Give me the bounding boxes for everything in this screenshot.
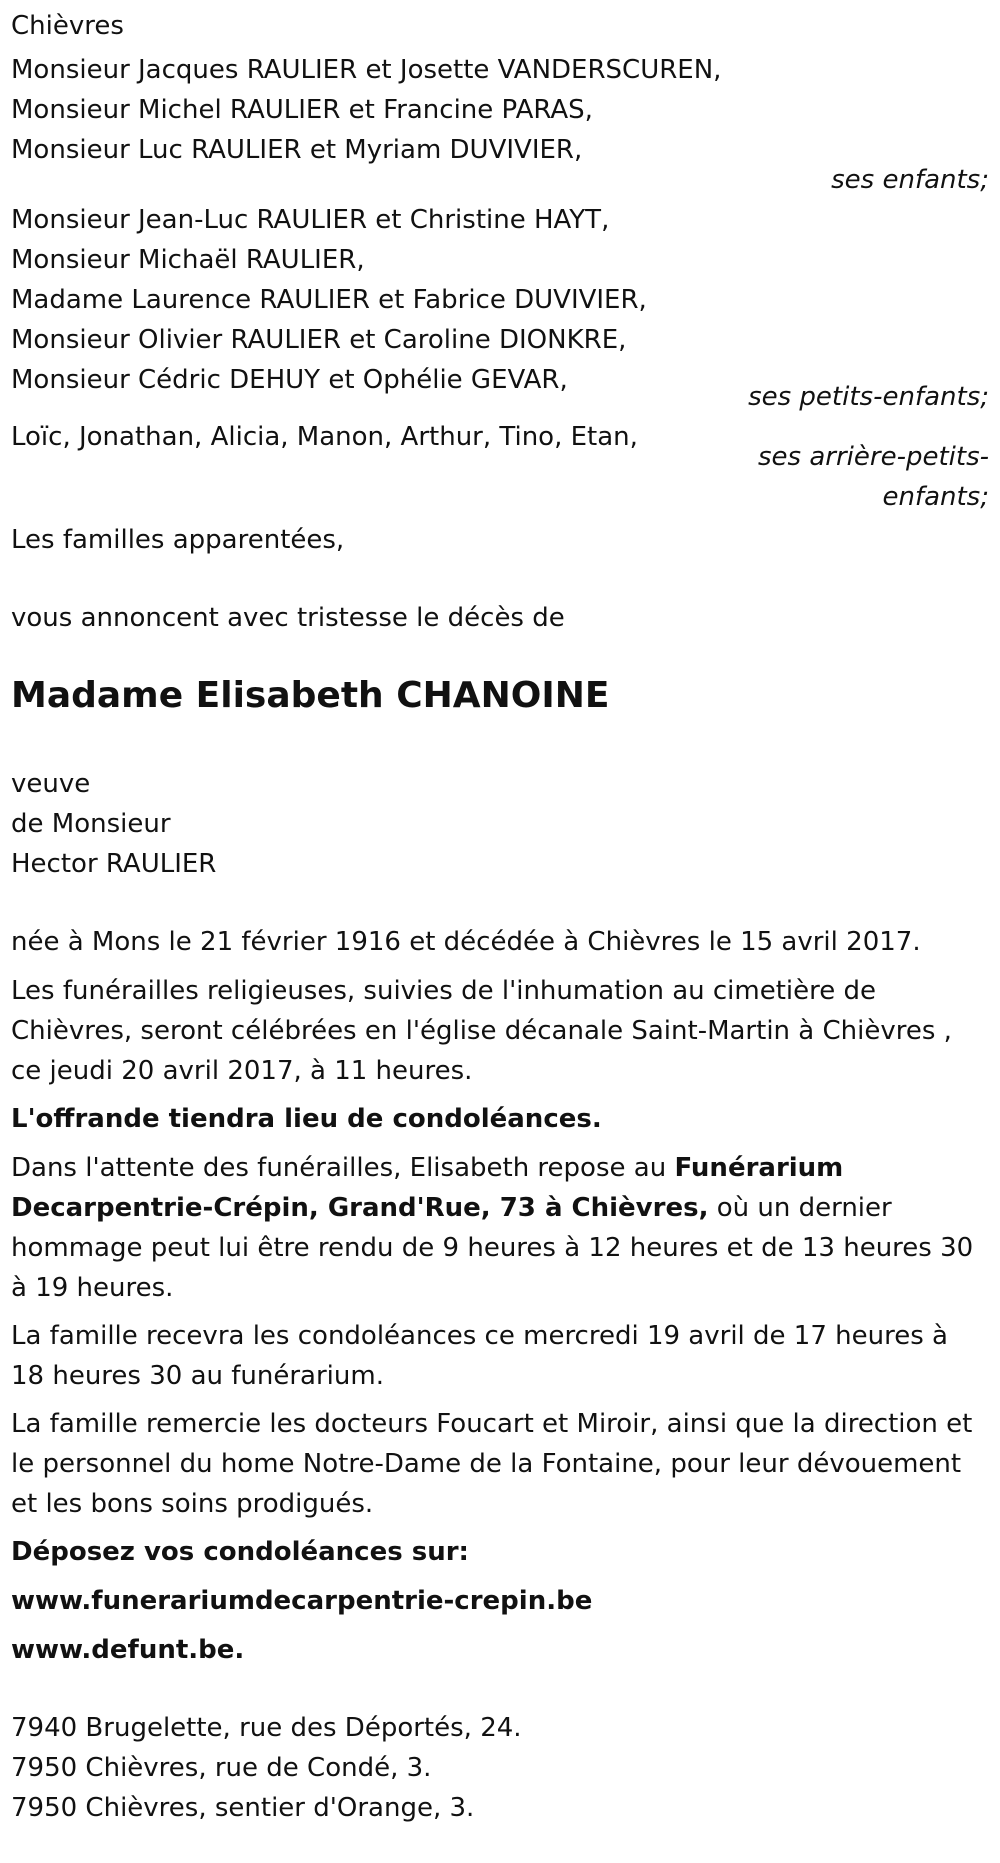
deceased-name: Madame Elisabeth CHANOINE [11, 675, 610, 716]
great-grandchildren-role-line1: ses arrière-petits- [758, 442, 989, 472]
rest-suffix: où un dernier hommage peut lui être rendu de 9 heures à 12 heures et de 13 heures 30 à 19 heures. [11, 1193, 974, 1303]
header-location: Chièvres [11, 11, 124, 41]
widow-line: de Monsieur [11, 809, 171, 839]
funeral-text: Les funérailles religieuses, suivies de l'inhumation au cimetière de Chièvres, seront célébrées en l'église décanale Saint-Martin à Chièvres , ce jeudi 20 avril 2017, à 11 heures. [11, 976, 952, 1086]
thanks-text: La famille remercie les docteurs Foucart et Miroir, ainsi que la direction et le personnel du home Notre-Dame de la Fontaine, pour leur dévouement et les bons soins prodigués. [11, 1409, 973, 1519]
grandchild-entry: Monsieur Cédric DEHUY et Ophélie GEVAR, [11, 365, 568, 395]
great-grandchildren-role-line2: enfants; [882, 482, 989, 512]
grandchild-entry: Monsieur Jean-Luc RAULIER et Christine HAYT, [11, 205, 610, 235]
rest-paragraph [11, 1148, 986, 1308]
child-entry: Monsieur Jacques RAULIER et Josette VANDERSCUREN, [11, 55, 722, 85]
condolences-time-text: La famille recevra les condoléances ce mercredi 19 avril de 17 heures à 18 heures 30 au funérarium. [11, 1321, 948, 1391]
children-role: ses enfants; [831, 165, 989, 195]
widow-line: veuve [11, 769, 91, 799]
funerarium-address: Funérarium Decarpentrie-Crépin, Grand'Rue, 73 à Chièvres, [11, 1153, 844, 1223]
address-line: 7940 Brugelette, rue des Déportés, 24. [11, 1713, 522, 1743]
website-link-funerarium[interactable]: www.funerariumdecarpentrie-crepin.be [11, 1586, 593, 1616]
grandchild-entry: Monsieur Olivier RAULIER et Caroline DIONKRE, [11, 325, 627, 355]
rest-prefix: Dans l'attente des funérailles, Elisabeth repose au [11, 1153, 675, 1183]
grandchildren-role: ses petits-enfants; [748, 382, 989, 412]
child-entry: Monsieur Luc RAULIER et Myriam DUVIVIER, [11, 135, 583, 165]
grandchild-entry: Madame Laurence RAULIER et Fabrice DUVIVIER, [11, 285, 647, 315]
widow-line: Hector RAULIER [11, 849, 217, 879]
online-condolences-title: Déposez vos condoléances sur: [11, 1537, 469, 1567]
website-link-defunt[interactable]: www.defunt.be. [11, 1635, 245, 1665]
great-grandchildren-list: Loïc, Jonathan, Alicia, Manon, Arthur, Tino, Etan, [11, 422, 638, 452]
grandchildren-block [11, 200, 989, 400]
announcement-intro: vous annoncent avec tristesse le décès de [11, 603, 565, 633]
address-line: 7950 Chièvres, rue de Condé, 3. [11, 1753, 432, 1783]
address-line: 7950 Chièvres, sentier d'Orange, 3. [11, 1793, 475, 1823]
related-families: Les familles apparentées, [11, 525, 345, 555]
children-block [11, 50, 989, 170]
birth-death-text: née à Mons le 21 février 1916 et décédée à Chièvres le 15 avril 2017. [11, 927, 921, 957]
grandchild-entry: Monsieur Michaël RAULIER, [11, 245, 365, 275]
child-entry: Monsieur Michel RAULIER et Francine PARAS, [11, 95, 593, 125]
offering-text: L'offrande tiendra lieu de condoléances. [11, 1104, 602, 1134]
